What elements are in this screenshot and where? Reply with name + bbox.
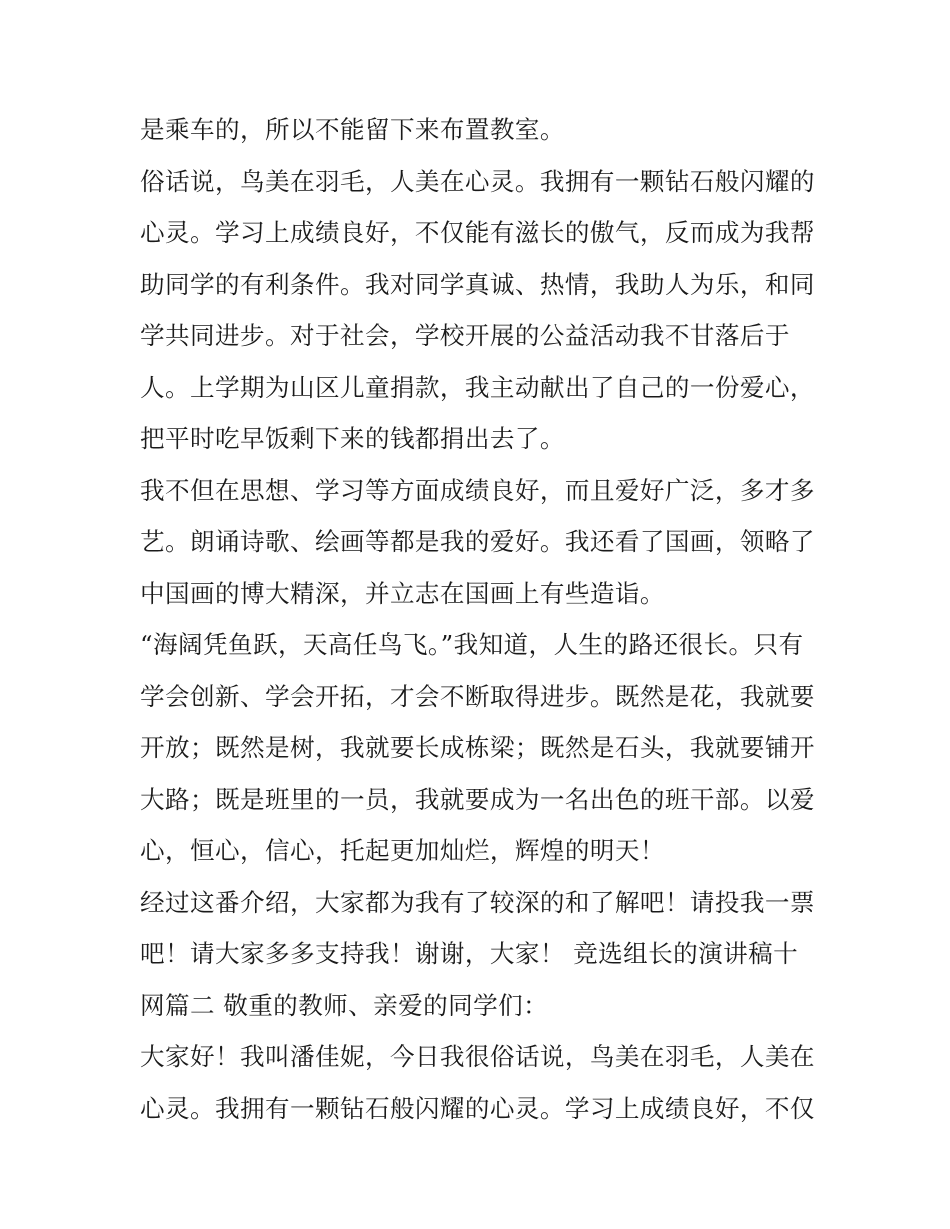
text-line: 开放；既然是树，我就要长成栋梁；既然是石头，我就要铺开 — [140, 733, 815, 762]
text-line: 学会创新、学会开拓，才会不断取得进步。既然是花，我就要 — [140, 681, 815, 711]
text-line: 助同学的有利条件。我对同学真诚、热情，我助人为乐，和同 — [140, 269, 815, 299]
text-line: 我不但在思想、学习等方面成绩良好，而且爱好广泛，多才多 — [140, 475, 815, 505]
text-line: 是乘车的，所以不能留下来布置教室。 — [140, 115, 565, 144]
document-body — [140, 104, 820, 1134]
text-line: 学共同进步。对于社会，学校开展的公益活动我不甘落后于 — [140, 321, 790, 350]
text-line: “海阔凭鱼跃，天高任鸟飞。”我知道，人生的路还很长。只有 — [140, 630, 804, 659]
text-line: 艺。朗诵诗歌、绘画等都是我的爱好。我还看了国画，领略了 — [140, 527, 815, 556]
text-line: 人。上学期为山区儿童捐款，我主动献出了自己的一份爱心， — [140, 372, 815, 402]
text-line: 中国画的博大精深，并立志在国画上有些造诣。 — [140, 578, 665, 608]
text-line: 俗话说，鸟美在羽毛，人美在心灵。我拥有一颗钻石般闪耀的 — [140, 166, 815, 196]
text-line: 心灵。学习上成绩良好，不仅能有滋长的傲气，反而成为我帮 — [140, 218, 815, 247]
text-line: 经过这番介绍，大家都为我有了较深的和了解吧！请投我一票 — [140, 887, 815, 917]
text-line: 大家好！我叫潘佳妮，今日我很俗话说，鸟美在羽毛，人美在 — [140, 1042, 815, 1071]
text-line: 心灵。我拥有一颗钻石般闪耀的心灵。学习上成绩良好，不仅 — [140, 1093, 815, 1123]
text-line: 网篇二 敬重的教师、亲爱的同学们： — [140, 990, 549, 1020]
text-line: 把平时吃早饭剩下来的钱都捐出去了。 — [140, 424, 565, 453]
text-line: 心，恒心，信心，托起更加灿烂，辉煌的明天！ — [140, 836, 665, 865]
text-line: 吧！请大家多多支持我！谢谢，大家！ 竞选组长的演讲稿十 — [140, 939, 799, 968]
text-line: 大路；既是班里的一员，我就要成为一名出色的班干部。以爱 — [140, 784, 815, 814]
